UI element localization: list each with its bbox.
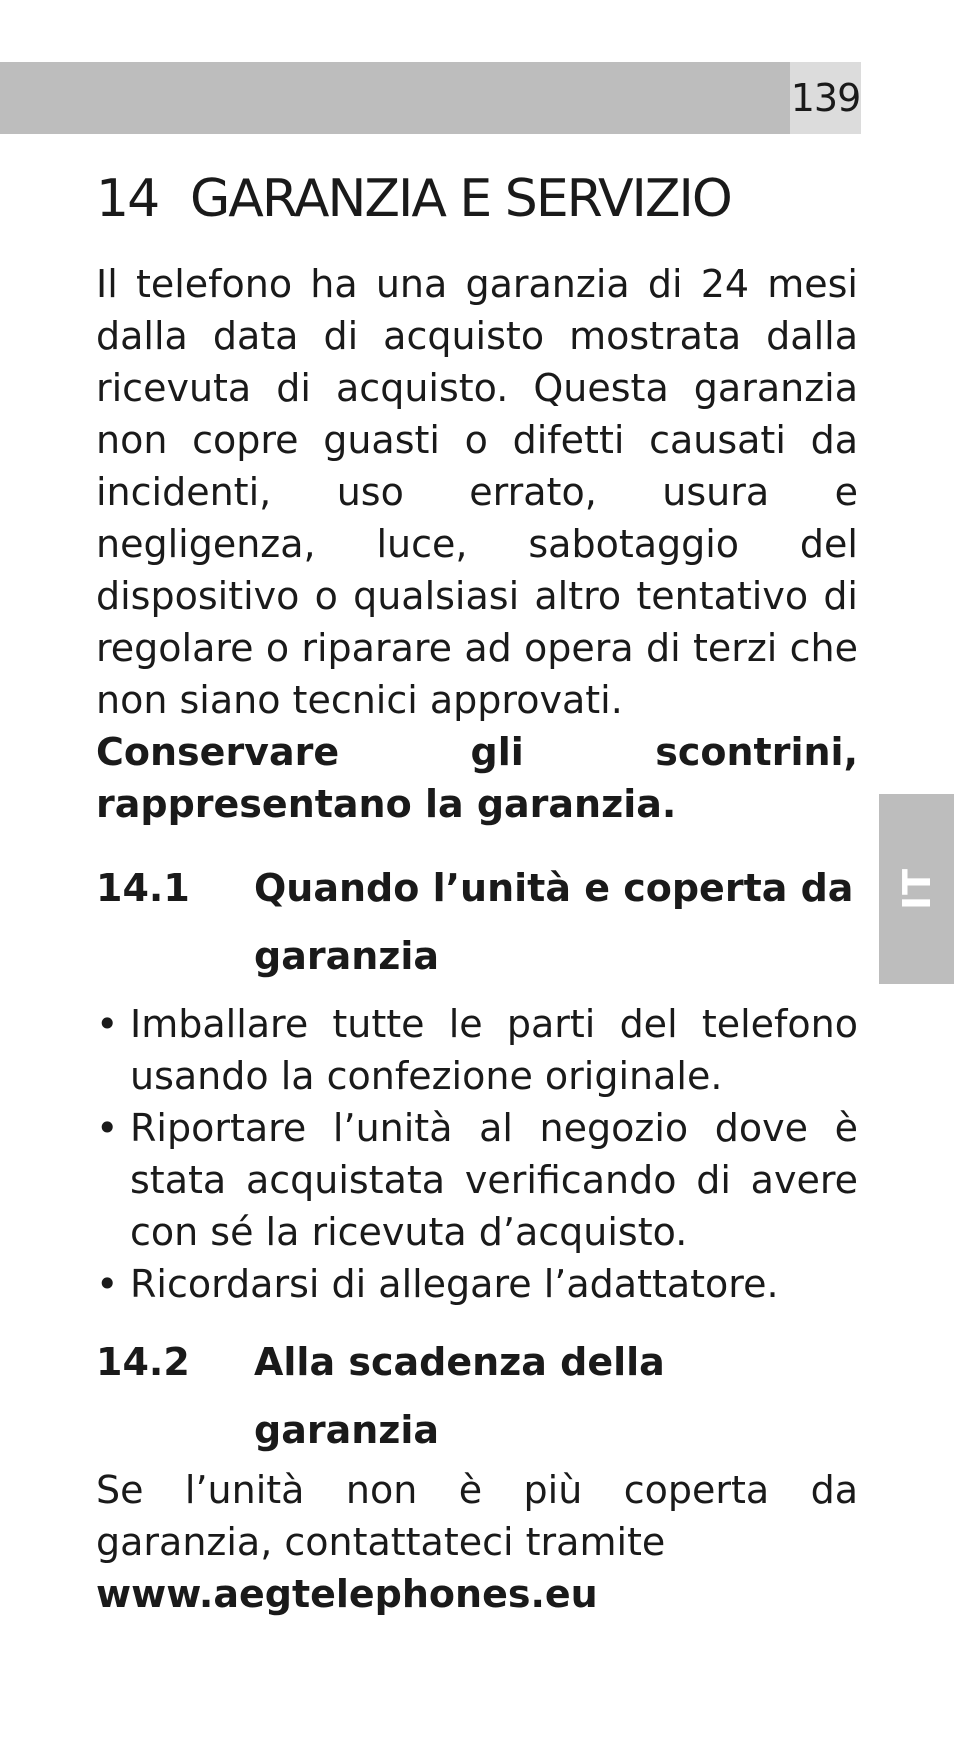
page-content: [96, 160, 858, 1620]
language-tab-label: IT: [894, 867, 939, 911]
intro-paragraph: Il telefono ha una garanzia di 24 mesi dalla data di acquisto mostrata dalla ricevuta di acquisto. Questa garanzia non copre guasti o difetti causati da incidenti, uso errato, usura e negligenza, luce, sabotaggio del dispositivo o qualsiasi altro tentativo di regolare o riparare ad opera di terzi che non siano tecnici approvati.: [96, 262, 858, 722]
receipt-note: Conservare gli scontrini, rappresentano la garanzia.: [96, 730, 858, 826]
list-item-text: Ricordarsi di allegare l’adattatore.: [130, 1262, 779, 1306]
bullet-list: [96, 998, 858, 1310]
list-item-text: Riportare l’unità al negozio dove è stata acquistata verificando di avere con sé la ricevuta d’acquisto.: [130, 1106, 858, 1254]
chapter-title-text: GARANZIA E SERVIZIO: [190, 169, 731, 229]
chapter-number: 14: [96, 169, 159, 229]
list-item: [96, 998, 858, 1102]
page-number: 139: [790, 62, 861, 134]
bullet-icon: •: [96, 1002, 119, 1046]
section-heading-14-1: [96, 854, 858, 990]
section-number: 14.1: [96, 866, 190, 910]
bullet-icon: •: [96, 1262, 119, 1306]
list-item: [96, 1102, 858, 1258]
section-number: 14.2: [96, 1340, 190, 1384]
language-tab: [879, 794, 954, 984]
list-item-text: Imballare tutte le parti del telefono usando la confezione originale.: [130, 1002, 858, 1098]
section-title: Quando l’unità e coperta da garanzia: [254, 866, 854, 978]
chapter-title: [96, 160, 858, 238]
expiry-paragraph: Se l’unità non è più coperta da garanzia, contattateci tramite: [96, 1468, 858, 1564]
bullet-icon: •: [96, 1106, 119, 1150]
website-link[interactable]: www.aegtelephones.eu: [96, 1572, 598, 1616]
section-title: Alla scadenza della garanzia: [254, 1340, 665, 1452]
list-item: [96, 1258, 858, 1310]
header-bar: [0, 62, 790, 134]
section-heading-14-2: [96, 1328, 858, 1464]
